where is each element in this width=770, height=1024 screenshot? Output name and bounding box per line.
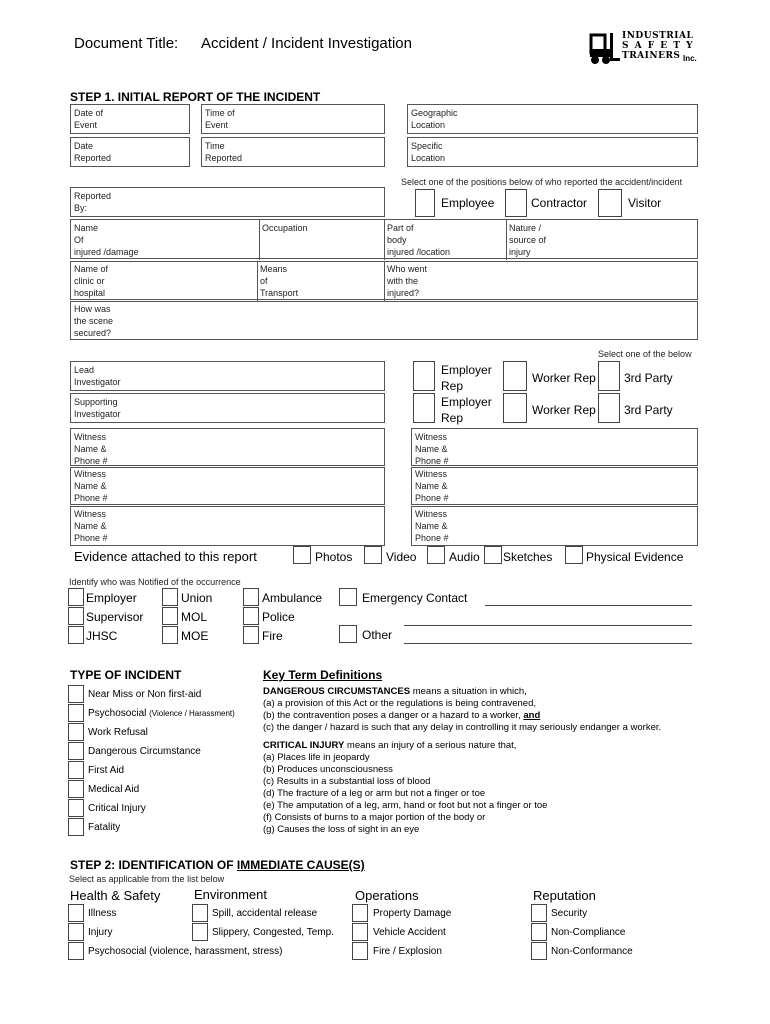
near-miss-label: Near Miss or Non first-aid bbox=[88, 689, 202, 700]
critical-injury-definition: CRITICAL INJURY means an injury of a serious nature that, bbox=[263, 740, 517, 751]
other-label: Other bbox=[362, 628, 393, 642]
doc-title: Accident / Incident Investigation bbox=[201, 35, 412, 52]
ci-item-e: (e) The amputation of a leg, arm, hand or foot but not a finger or toe bbox=[263, 800, 548, 811]
supervisor-notified-checkbox[interactable] bbox=[68, 607, 84, 625]
part-of-body-label: Part of body injured /location bbox=[387, 223, 451, 257]
geographic-location-field[interactable]: Geographic Location bbox=[407, 104, 698, 134]
operations-title: Operations bbox=[355, 888, 419, 903]
date-reported-field[interactable]: Date Reported bbox=[70, 137, 190, 167]
ci-item-g: (g) Causes the loss of sight in an eye bbox=[263, 824, 420, 835]
type-of-incident-title: TYPE OF INCIDENT bbox=[70, 668, 182, 682]
fatality-checkbox[interactable] bbox=[68, 818, 84, 836]
dangerous-circumstance-label: Dangerous Circumstance bbox=[88, 746, 201, 757]
lead-investigator-field[interactable]: Lead Investigator bbox=[70, 361, 385, 391]
notified-label: Identify who was Notified of the occurrence bbox=[69, 577, 241, 587]
video-checkbox[interactable] bbox=[364, 546, 382, 564]
psychosocial-label: Psychosocial (Violence / Harassment) bbox=[88, 708, 235, 719]
psychosocial-cause-checkbox[interactable] bbox=[68, 942, 84, 960]
time-of-event-field[interactable]: Time of Event bbox=[201, 104, 385, 134]
illness-label: Illness bbox=[88, 908, 117, 919]
reputation-title: Reputation bbox=[533, 888, 596, 903]
mol-notified-checkbox[interactable] bbox=[162, 607, 178, 625]
property-damage-checkbox[interactable] bbox=[352, 904, 368, 922]
non-conformance-checkbox[interactable] bbox=[531, 942, 547, 960]
psychosocial-cause-label: Psychosocial (violence, harassment, stress) bbox=[88, 946, 283, 957]
step2-title: STEP 2: IDENTIFICATION OF IMMEDIATE CAUSE(S) bbox=[70, 858, 365, 872]
security-checkbox[interactable] bbox=[531, 904, 547, 922]
video-label: Video bbox=[386, 550, 417, 564]
psychosocial-note: (Violence / Harassment) bbox=[149, 709, 235, 718]
physical-evidence-label: Physical Evidence bbox=[586, 550, 684, 564]
dc-item-b: (b) the contravention poses a danger or a hazard to a worker, and bbox=[263, 710, 541, 721]
property-damage-label: Property Damage bbox=[373, 908, 452, 919]
visitor-label: Visitor bbox=[628, 196, 662, 210]
emergency-contact-line[interactable] bbox=[485, 605, 692, 606]
jhsc-notified-label: JHSC bbox=[86, 629, 118, 643]
fatality-label: Fatality bbox=[88, 822, 121, 833]
sketches-checkbox[interactable] bbox=[484, 546, 502, 564]
evidence-label: Evidence attached to this report bbox=[74, 549, 257, 564]
supervisor-notified-label: Supervisor bbox=[86, 610, 144, 624]
witness-field-5[interactable]: Witness Name & Phone # bbox=[411, 467, 698, 505]
ci-item-d: (d) The fracture of a leg or arm but not a finger or toe bbox=[263, 788, 486, 799]
dangerous-circumstance-checkbox[interactable] bbox=[68, 742, 84, 760]
employer-rep-checkbox-1[interactable] bbox=[413, 361, 435, 391]
audio-checkbox[interactable] bbox=[427, 546, 445, 564]
union-notified-checkbox[interactable] bbox=[162, 588, 178, 606]
dc-item-a: (a) a provision of this Act or the regulations is being contravened, bbox=[263, 698, 537, 709]
moe-notified-label: MOE bbox=[181, 629, 209, 643]
step2-note: Select as applicable from the list below bbox=[69, 874, 225, 884]
fire-notified-checkbox[interactable] bbox=[243, 626, 259, 644]
ci-item-c: (c) Results in a substantial loss of blood bbox=[263, 776, 431, 787]
employer-rep-label-1: Employer Rep bbox=[441, 363, 492, 393]
slippery-label: Slippery, Congested, Temp. bbox=[212, 927, 334, 938]
doc-title-label: Document Title: bbox=[74, 35, 179, 52]
work-refusal-label: Work Refusal bbox=[88, 727, 148, 738]
witness-field-1[interactable]: Witness Name & Phone # bbox=[70, 428, 385, 466]
dc-item-c: (c) the danger / hazard is such that any delay in controlling it may seriously endanger a worker. bbox=[263, 722, 662, 733]
employer-rep-checkbox-2[interactable] bbox=[413, 393, 435, 423]
name-clinic-label: Name of clinic or hospital bbox=[74, 264, 109, 298]
employee-checkbox[interactable] bbox=[415, 189, 435, 217]
scene-secured-field[interactable]: How was the scene secured? bbox=[70, 301, 698, 340]
third-party-checkbox-2[interactable] bbox=[598, 393, 620, 423]
nature-source-label: Nature / source of injury bbox=[509, 223, 547, 257]
first-aid-label: First Aid bbox=[88, 765, 125, 776]
worker-rep-label-1: Worker Rep bbox=[532, 371, 596, 385]
non-conformance-label: Non-Conformance bbox=[551, 946, 633, 957]
moe-notified-checkbox[interactable] bbox=[162, 626, 178, 644]
fire-notified-label: Fire bbox=[262, 629, 283, 643]
audio-label: Audio bbox=[449, 550, 480, 564]
visitor-checkbox[interactable] bbox=[598, 189, 622, 217]
date-of-event-field[interactable]: Date of Event bbox=[70, 104, 190, 134]
supporting-investigator-field[interactable]: Supporting Investigator bbox=[70, 393, 385, 423]
employer-rep-label-2: Employer Rep bbox=[441, 395, 492, 425]
specific-location-field[interactable]: Specific Location bbox=[407, 137, 698, 167]
witness-field-6[interactable]: Witness Name & Phone # bbox=[411, 506, 698, 546]
jhsc-notified-checkbox[interactable] bbox=[68, 626, 84, 644]
worker-rep-checkbox-1[interactable] bbox=[503, 361, 527, 391]
fire-explosion-label: Fire / Explosion bbox=[373, 946, 442, 957]
near-miss-checkbox[interactable] bbox=[68, 685, 84, 703]
logo-line3: TRAINERS bbox=[622, 51, 681, 61]
vehicle-accident-checkbox[interactable] bbox=[352, 923, 368, 941]
environment-title: Environment bbox=[194, 887, 267, 902]
vehicle-accident-label: Vehicle Accident bbox=[373, 927, 446, 938]
clinic-row bbox=[70, 261, 698, 300]
occupation-label: Occupation bbox=[262, 223, 308, 233]
medical-aid-checkbox[interactable] bbox=[68, 780, 84, 798]
worker-rep-label-2: Worker Rep bbox=[532, 403, 596, 417]
union-notified-label: Union bbox=[181, 591, 213, 605]
ci-item-a: (a) Places life in jeopardy bbox=[263, 752, 370, 763]
name-injured-label: Name Of injured /damage bbox=[74, 223, 139, 257]
third-party-label-2: 3rd Party bbox=[624, 403, 673, 417]
ambulance-notified-checkbox[interactable] bbox=[243, 588, 259, 606]
mol-notified-label: MOL bbox=[181, 610, 208, 624]
logo-suffix: Inc. bbox=[683, 54, 697, 63]
ci-item-f: (f) Consists of burns to a major portion of the body or bbox=[263, 812, 486, 823]
police-notified-checkbox[interactable] bbox=[243, 607, 259, 625]
physical-evidence-checkbox[interactable] bbox=[565, 546, 583, 564]
logo-line2: S A F E T Y bbox=[622, 41, 695, 51]
other-line[interactable] bbox=[404, 643, 692, 644]
select-one-note: Select one of the below bbox=[598, 349, 692, 359]
spill-checkbox[interactable] bbox=[192, 904, 208, 922]
worker-rep-checkbox-2[interactable] bbox=[503, 393, 527, 423]
police-notified-label: Police bbox=[262, 610, 295, 624]
third-party-label-1: 3rd Party bbox=[624, 371, 673, 385]
emergency-contact-label: Emergency Contact bbox=[362, 591, 468, 605]
contractor-checkbox[interactable] bbox=[505, 189, 527, 217]
sketches-label: Sketches bbox=[503, 550, 553, 564]
injury-checkbox[interactable] bbox=[68, 923, 84, 941]
step1-title: STEP 1. INITIAL REPORT OF THE INCIDENT bbox=[70, 90, 321, 104]
definitions-title: Key Term Definitions bbox=[263, 668, 383, 682]
fire-explosion-checkbox[interactable] bbox=[352, 942, 368, 960]
company-logo bbox=[588, 31, 698, 67]
work-refusal-checkbox[interactable] bbox=[68, 723, 84, 741]
non-compliance-label: Non-Compliance bbox=[551, 927, 626, 938]
spill-label: Spill, accidental release bbox=[212, 908, 318, 919]
health-safety-title: Health & Safety bbox=[70, 888, 161, 903]
dangerous-circumstances-definition: DANGEROUS CIRCUMSTANCES means a situation in which, bbox=[263, 686, 527, 697]
contractor-label: Contractor bbox=[531, 196, 588, 210]
employer-notified-checkbox[interactable] bbox=[68, 588, 84, 606]
slippery-checkbox[interactable] bbox=[192, 923, 208, 941]
other-checkbox[interactable] bbox=[339, 625, 357, 643]
photos-label: Photos bbox=[315, 550, 353, 564]
first-aid-checkbox[interactable] bbox=[68, 761, 84, 779]
security-label: Security bbox=[551, 908, 588, 919]
witness-field-4[interactable]: Witness Name & Phone # bbox=[411, 428, 698, 466]
psychosocial-checkbox[interactable] bbox=[68, 704, 84, 722]
critical-injury-checkbox[interactable] bbox=[68, 799, 84, 817]
third-party-checkbox-1[interactable] bbox=[598, 361, 620, 391]
injured-row bbox=[70, 219, 698, 259]
logo-line1: INDUSTRIAL bbox=[622, 31, 694, 41]
notified-extra-line[interactable] bbox=[404, 625, 692, 626]
illness-checkbox[interactable] bbox=[68, 904, 84, 922]
photos-checkbox[interactable] bbox=[293, 546, 311, 564]
employer-notified-label: Employer bbox=[86, 591, 137, 605]
time-reported-field[interactable]: Time Reported bbox=[201, 137, 385, 167]
ci-item-b: (b) Produces unconsciousness bbox=[263, 764, 393, 775]
select-position-note: Select one of the positions below of who reported the accident/incident bbox=[401, 177, 683, 187]
employee-label: Employee bbox=[441, 196, 495, 210]
reported-by-field[interactable]: Reported By: bbox=[70, 187, 385, 217]
forklift-icon bbox=[588, 31, 620, 65]
critical-injury-label: Critical Injury bbox=[88, 803, 146, 814]
means-transport-label: Means of Transport bbox=[260, 264, 299, 298]
who-went-label: Who went with the injured? bbox=[387, 264, 428, 298]
injury-label: Injury bbox=[88, 927, 113, 938]
emergency-contact-checkbox[interactable] bbox=[339, 588, 357, 606]
ambulance-notified-label: Ambulance bbox=[262, 591, 323, 605]
non-compliance-checkbox[interactable] bbox=[531, 923, 547, 941]
witness-field-2[interactable]: Witness Name & Phone # bbox=[70, 467, 385, 505]
medical-aid-label: Medical Aid bbox=[88, 784, 140, 795]
witness-field-3[interactable]: Witness Name & Phone # bbox=[70, 506, 385, 546]
